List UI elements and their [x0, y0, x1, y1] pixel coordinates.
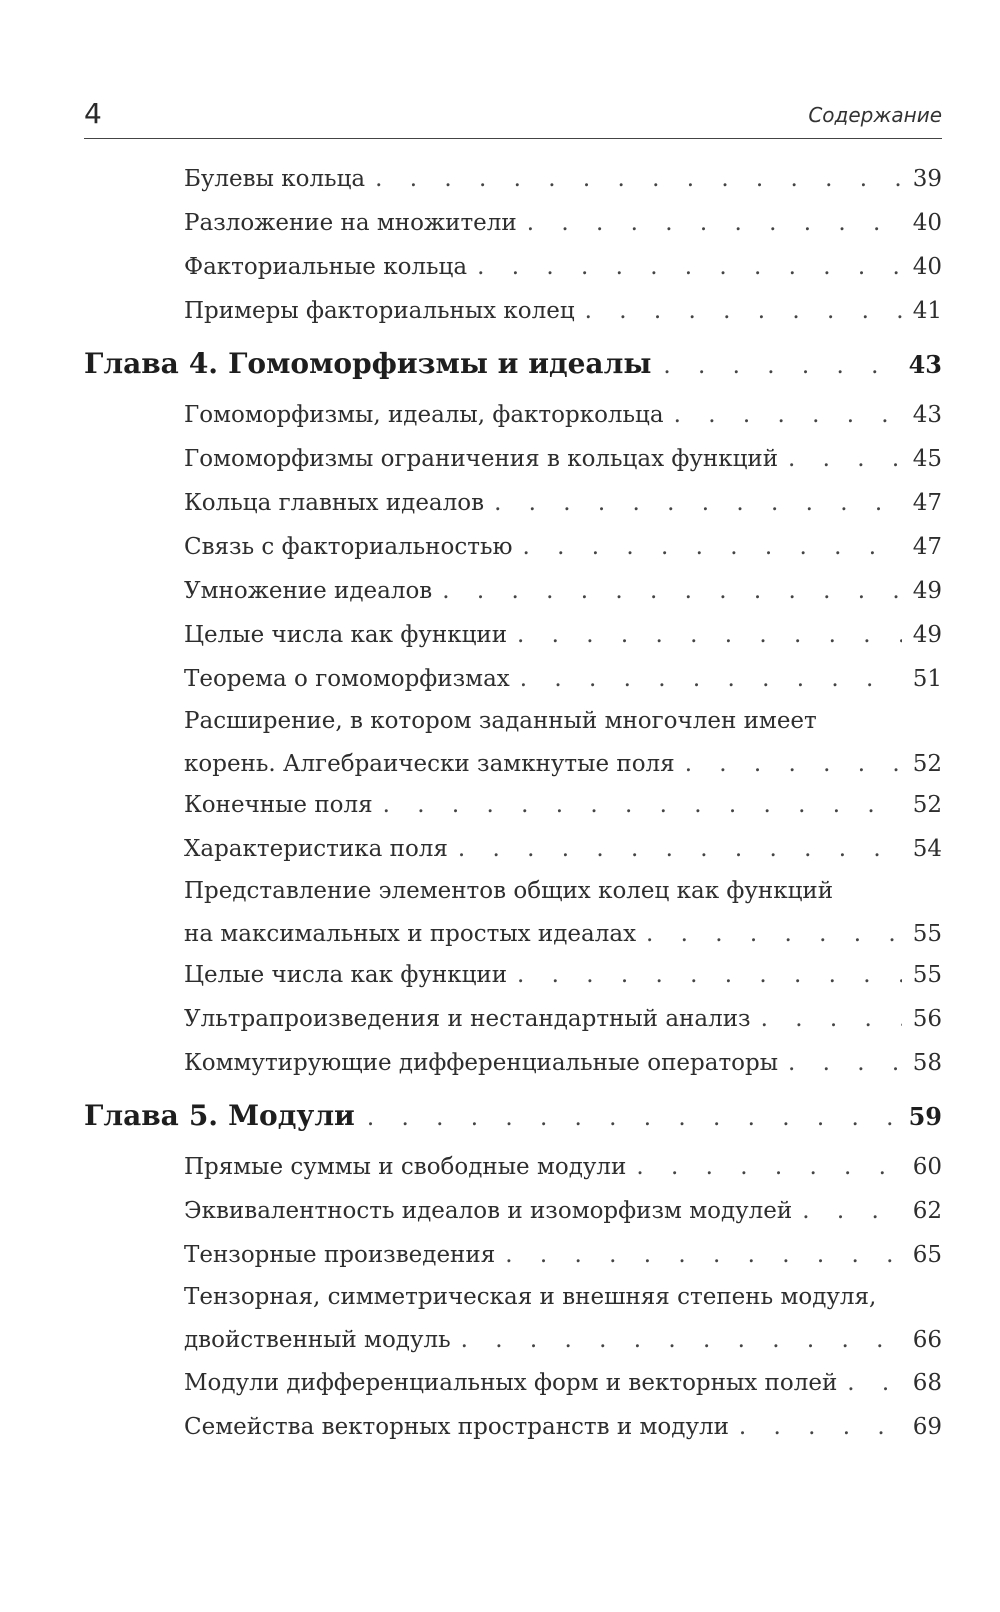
toc-entry-title: Теорема о гомоморфизмах	[184, 666, 510, 692]
toc-entry[interactable]	[184, 664, 942, 694]
toc-entry[interactable]	[184, 1240, 942, 1270]
toc-entry-title-line2: корень. Алгебраически замкнутые поля	[184, 751, 675, 777]
dot-leader	[367, 1100, 897, 1136]
dot-leader	[461, 1325, 902, 1355]
toc-entry[interactable]	[184, 1196, 942, 1226]
toc-entry[interactable]	[184, 532, 942, 562]
dot-leader	[477, 252, 902, 282]
toc-entry-title: Разложение на множители	[184, 210, 517, 236]
dot-leader	[685, 749, 902, 779]
toc-entry-page: 55	[912, 921, 942, 947]
dot-leader	[458, 834, 902, 864]
dot-leader	[788, 444, 902, 474]
dot-leader	[527, 208, 902, 238]
dot-leader	[663, 348, 896, 384]
toc-entry-page: 41	[912, 298, 942, 324]
toc-entry[interactable]	[184, 706, 942, 779]
toc-entry-title: Факториальные кольца	[184, 254, 468, 280]
toc-entry-title: Гомоморфизмы ограничения в кольцах функций	[184, 446, 779, 472]
toc-entry-page: 54	[912, 836, 942, 862]
toc-entry-line2	[184, 1325, 942, 1355]
dot-leader	[802, 1196, 902, 1226]
toc-entry[interactable]	[184, 790, 942, 820]
toc-entry-line2	[184, 919, 942, 949]
toc-entry[interactable]	[184, 876, 942, 949]
dot-leader	[505, 1240, 902, 1270]
toc-entry-title: Умножение идеалов	[184, 578, 433, 604]
toc-entry-page: 39	[912, 166, 942, 192]
toc-entry-page: 58	[912, 1050, 942, 1076]
toc-entry-title: Эквивалентность идеалов и изоморфизм модулей	[184, 1198, 793, 1224]
toc-entry-title: Конечные поля	[184, 792, 373, 818]
dot-leader	[788, 1048, 902, 1078]
toc-entry-title: Целые числа как функции	[184, 622, 508, 648]
toc-entry[interactable]	[184, 400, 942, 430]
dot-leader	[375, 164, 902, 194]
toc-entry-line2	[184, 749, 942, 779]
toc-entry[interactable]	[184, 576, 942, 606]
toc-entry-page: 49	[912, 578, 942, 604]
toc-entry-page: 40	[912, 254, 942, 280]
dot-leader	[517, 620, 902, 650]
toc-entry-title: Примеры факториальных колец	[184, 298, 575, 324]
toc-entry-page: 60	[912, 1154, 942, 1180]
toc-entry-title: Коммутирующие дифференциальные операторы	[184, 1050, 779, 1076]
toc-entry-page: 68	[912, 1370, 942, 1396]
toc-entry[interactable]	[184, 1412, 942, 1442]
toc-entry-page: 51	[912, 666, 942, 692]
dot-leader	[847, 1368, 902, 1398]
toc-entry-title-line1: Тензорная, симметрическая и внешняя степень модуля,	[184, 1284, 877, 1310]
chapter-number: 5.	[188, 1099, 219, 1132]
toc-entry-page: 45	[912, 446, 942, 472]
toc-entry-page: 40	[912, 210, 942, 236]
toc-entry[interactable]	[184, 164, 942, 194]
toc-entry[interactable]	[184, 1152, 942, 1182]
page-number: 4	[84, 97, 102, 130]
toc-entry-title: Гомоморфизмы, идеалы, факторкольца	[184, 402, 664, 428]
dot-leader	[494, 488, 902, 518]
toc-entry[interactable]	[184, 1048, 942, 1078]
chapter-label: Глава	[84, 1099, 179, 1132]
dot-leader	[517, 960, 902, 990]
dot-leader	[442, 576, 902, 606]
running-head-title: Содержание	[808, 103, 942, 127]
toc-entry-page: 47	[912, 534, 942, 560]
toc-entry[interactable]	[184, 208, 942, 238]
toc-entry-title-line1: Расширение, в котором заданный многочлен имеет	[184, 708, 817, 734]
chapter-label: Глава	[84, 347, 179, 380]
chapter-title: Модули	[228, 1099, 355, 1132]
toc-entry[interactable]	[184, 488, 942, 518]
dot-leader	[520, 664, 902, 694]
toc-entry-title: Ультрапроизведения и нестандартный анализ	[184, 1006, 751, 1032]
chapter-page: 59	[908, 1102, 942, 1131]
toc-entry-title-line1: Представление элементов общих колец как функций	[184, 878, 834, 904]
toc-entry-page: 66	[912, 1327, 942, 1353]
dot-leader	[383, 790, 902, 820]
dot-leader	[646, 919, 902, 949]
toc-entry-page: 49	[912, 622, 942, 648]
toc-entry[interactable]	[184, 960, 942, 990]
toc-entry[interactable]	[184, 834, 942, 864]
toc-entry-page: 62	[912, 1198, 942, 1224]
toc-entry-title: Целые числа как функции	[184, 962, 508, 988]
chapter-number: 4.	[188, 347, 219, 380]
toc-entry[interactable]	[184, 620, 942, 650]
toc-entry-page: 52	[912, 751, 942, 777]
toc-entry[interactable]	[184, 252, 942, 282]
toc-entry-page: 43	[912, 402, 942, 428]
toc-entry[interactable]	[184, 296, 942, 326]
toc-entry[interactable]	[184, 1282, 942, 1355]
chapter-page: 43	[908, 350, 942, 379]
toc-entry[interactable]	[184, 444, 942, 474]
toc-entry[interactable]	[184, 1004, 942, 1034]
toc-entry-title: Модули дифференциальных форм и векторных полей	[184, 1370, 838, 1396]
toc-entry-title: Кольца главных идеалов	[184, 490, 485, 516]
toc-entry-title: Связь с факториальностью	[184, 534, 513, 560]
dot-leader	[739, 1412, 902, 1442]
toc-entry-title: Булевы кольца	[184, 166, 366, 192]
toc-entry-page: 65	[912, 1242, 942, 1268]
dot-leader	[674, 400, 902, 430]
toc-entry-page: 55	[912, 962, 942, 988]
chapter-title: Гомоморфизмы и идеалы	[228, 347, 652, 380]
toc-entry-title-line2: на максимальных и простых идеалах	[184, 921, 637, 947]
toc-entry-title: Семейства векторных пространств и модули	[184, 1414, 729, 1440]
dot-leader	[523, 532, 902, 562]
toc-entry-page: 69	[912, 1414, 942, 1440]
dot-leader	[636, 1152, 902, 1182]
chapter-heading-4[interactable]	[84, 346, 942, 384]
dot-leader	[761, 1004, 902, 1034]
toc-entry-page: 52	[912, 792, 942, 818]
toc-entry-title-line2: двойственный модуль	[184, 1327, 451, 1353]
toc-entry[interactable]	[184, 1368, 942, 1398]
dot-leader	[585, 296, 902, 326]
toc-entry-title: Прямые суммы и свободные модули	[184, 1154, 627, 1180]
toc-entry-page: 47	[912, 490, 942, 516]
toc-entry-title: Характеристика поля	[184, 836, 448, 862]
chapter-heading-5[interactable]	[84, 1098, 942, 1136]
toc-entry-title: Тензорные произведения	[184, 1242, 496, 1268]
toc-entry-page: 56	[912, 1006, 942, 1032]
